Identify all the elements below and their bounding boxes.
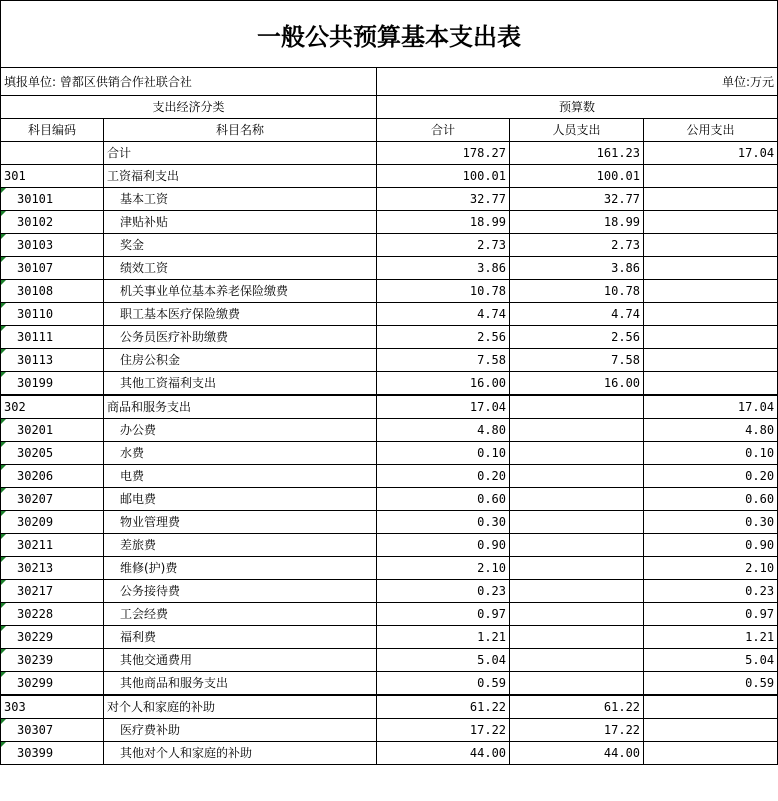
- cell-total: 0.90: [377, 534, 510, 557]
- cell-name: 职工基本医疗保险缴费: [104, 303, 377, 326]
- table-row: [1, 372, 778, 396]
- table-row: [1, 395, 778, 419]
- cell-personnel: [510, 603, 644, 626]
- cell-total: 32.77: [377, 188, 510, 211]
- cell-total: 0.59: [377, 672, 510, 696]
- table-row: [1, 257, 778, 280]
- cell-public: [644, 695, 778, 719]
- cell-total: 0.60: [377, 488, 510, 511]
- cell-name: 电费: [104, 465, 377, 488]
- cell-total: 61.22: [377, 695, 510, 719]
- reporting-unit: 填报单位: 曾都区供销合作社联合社: [1, 68, 377, 96]
- cell-public: 0.60: [644, 488, 778, 511]
- cell-code: 30110: [1, 303, 104, 326]
- cell-code: 30229: [1, 626, 104, 649]
- cell-code: 30399: [1, 742, 104, 765]
- cell-personnel: 3.86: [510, 257, 644, 280]
- cell-name: 机关事业单位基本养老保险缴费: [104, 280, 377, 303]
- cell-public: 2.10: [644, 557, 778, 580]
- cell-public: 0.59: [644, 672, 778, 696]
- cell-code: [1, 142, 104, 165]
- cell-name: 维修(护)费: [104, 557, 377, 580]
- cell-total: 5.04: [377, 649, 510, 672]
- cell-total: 0.23: [377, 580, 510, 603]
- cell-name: 对个人和家庭的补助: [104, 695, 377, 719]
- cell-personnel: 17.22: [510, 719, 644, 742]
- cell-personnel: [510, 488, 644, 511]
- cell-code: 30207: [1, 488, 104, 511]
- table-row: [1, 349, 778, 372]
- cell-code: 30113: [1, 349, 104, 372]
- cell-public: 4.80: [644, 419, 778, 442]
- cell-name: 福利费: [104, 626, 377, 649]
- cell-code: 30307: [1, 719, 104, 742]
- cell-personnel: 161.23: [510, 142, 644, 165]
- cell-public: [644, 303, 778, 326]
- cell-code: 303: [1, 695, 104, 719]
- cell-personnel: [510, 395, 644, 419]
- table-row: [1, 211, 778, 234]
- cell-personnel: 2.56: [510, 326, 644, 349]
- table-row: [1, 142, 778, 165]
- header-row-group: [1, 96, 778, 119]
- table-row: [1, 719, 778, 742]
- cell-total: 2.73: [377, 234, 510, 257]
- cell-name: 工会经费: [104, 603, 377, 626]
- cell-public: [644, 165, 778, 188]
- cell-total: 3.86: [377, 257, 510, 280]
- cell-name: 工资福利支出: [104, 165, 377, 188]
- cell-total: 10.78: [377, 280, 510, 303]
- table-row: [1, 672, 778, 696]
- cell-name: 公务员医疗补助缴费: [104, 326, 377, 349]
- cell-name: 邮电费: [104, 488, 377, 511]
- cell-code: 30217: [1, 580, 104, 603]
- cell-personnel: 100.01: [510, 165, 644, 188]
- cell-total: 0.10: [377, 442, 510, 465]
- cell-public: 0.90: [644, 534, 778, 557]
- cell-public: 0.97: [644, 603, 778, 626]
- page-title: 一般公共预算基本支出表: [0, 0, 778, 68]
- cell-total: 2.10: [377, 557, 510, 580]
- cell-total: 44.00: [377, 742, 510, 765]
- cell-public: 0.10: [644, 442, 778, 465]
- cell-code: 30209: [1, 511, 104, 534]
- cell-code: 30299: [1, 672, 104, 696]
- cell-public: [644, 372, 778, 396]
- cell-code: 30199: [1, 372, 104, 396]
- cell-code: 30239: [1, 649, 104, 672]
- table-row: [1, 326, 778, 349]
- cell-public: 0.23: [644, 580, 778, 603]
- cell-code: 30213: [1, 557, 104, 580]
- header-budget: 预算数: [377, 96, 778, 119]
- cell-personnel: 18.99: [510, 211, 644, 234]
- cell-name: 其他商品和服务支出: [104, 672, 377, 696]
- table-row: [1, 695, 778, 719]
- header-row-columns: [1, 119, 778, 142]
- cell-total: 1.21: [377, 626, 510, 649]
- cell-code: 30111: [1, 326, 104, 349]
- cell-code: 30108: [1, 280, 104, 303]
- cell-personnel: 4.74: [510, 303, 644, 326]
- cell-personnel: 44.00: [510, 742, 644, 765]
- cell-personnel: [510, 580, 644, 603]
- cell-code: 301: [1, 165, 104, 188]
- cell-total: 100.01: [377, 165, 510, 188]
- cell-personnel: [510, 465, 644, 488]
- cell-code: 30205: [1, 442, 104, 465]
- unit-of-measure: 单位:万元: [377, 68, 778, 96]
- table-row: [1, 442, 778, 465]
- table-row: [1, 488, 778, 511]
- cell-public: 17.04: [644, 142, 778, 165]
- cell-personnel: 61.22: [510, 695, 644, 719]
- cell-public: [644, 257, 778, 280]
- cell-public: 5.04: [644, 649, 778, 672]
- cell-total: 17.04: [377, 395, 510, 419]
- cell-name: 基本工资: [104, 188, 377, 211]
- cell-name: 津贴补贴: [104, 211, 377, 234]
- cell-public: [644, 349, 778, 372]
- table-row: [1, 649, 778, 672]
- cell-public: 1.21: [644, 626, 778, 649]
- cell-name: 差旅费: [104, 534, 377, 557]
- cell-code: 30211: [1, 534, 104, 557]
- table-row: [1, 165, 778, 188]
- cell-name: 绩效工资: [104, 257, 377, 280]
- cell-personnel: [510, 649, 644, 672]
- cell-name: 其他交通费用: [104, 649, 377, 672]
- table-row: [1, 626, 778, 649]
- table-row: [1, 280, 778, 303]
- cell-code: 30101: [1, 188, 104, 211]
- cell-public: [644, 742, 778, 765]
- table-row: [1, 511, 778, 534]
- cell-total: 18.99: [377, 211, 510, 234]
- cell-name: 合计: [104, 142, 377, 165]
- cell-name: 商品和服务支出: [104, 395, 377, 419]
- cell-total: 0.30: [377, 511, 510, 534]
- cell-name: 医疗费补助: [104, 719, 377, 742]
- cell-personnel: 2.73: [510, 234, 644, 257]
- header-category: 支出经济分类: [1, 96, 377, 119]
- table-row: [1, 234, 778, 257]
- table-row: [1, 465, 778, 488]
- header-personnel: 人员支出: [510, 119, 644, 142]
- unit-row: [1, 68, 778, 96]
- cell-total: 2.56: [377, 326, 510, 349]
- cell-name: 其他工资福利支出: [104, 372, 377, 396]
- table-row: [1, 580, 778, 603]
- cell-public: [644, 326, 778, 349]
- cell-code: 30103: [1, 234, 104, 257]
- cell-name: 住房公积金: [104, 349, 377, 372]
- cell-personnel: [510, 557, 644, 580]
- cell-code: 30201: [1, 419, 104, 442]
- cell-total: 17.22: [377, 719, 510, 742]
- cell-public: 0.20: [644, 465, 778, 488]
- cell-personnel: 10.78: [510, 280, 644, 303]
- cell-personnel: 7.58: [510, 349, 644, 372]
- table-row: [1, 603, 778, 626]
- cell-name: 奖金: [104, 234, 377, 257]
- cell-personnel: [510, 672, 644, 696]
- cell-personnel: 32.77: [510, 188, 644, 211]
- cell-public: 17.04: [644, 395, 778, 419]
- cell-name: 办公费: [104, 419, 377, 442]
- header-code: 科目编码: [1, 119, 104, 142]
- table-row: [1, 557, 778, 580]
- header-public: 公用支出: [644, 119, 778, 142]
- cell-total: 16.00: [377, 372, 510, 396]
- cell-code: 302: [1, 395, 104, 419]
- cell-personnel: [510, 534, 644, 557]
- cell-public: [644, 211, 778, 234]
- cell-total: 4.74: [377, 303, 510, 326]
- budget-table: [0, 67, 778, 765]
- cell-personnel: 16.00: [510, 372, 644, 396]
- cell-public: [644, 234, 778, 257]
- cell-public: [644, 280, 778, 303]
- cell-total: 178.27: [377, 142, 510, 165]
- cell-name: 其他对个人和家庭的补助: [104, 742, 377, 765]
- cell-name: 公务接待费: [104, 580, 377, 603]
- cell-total: 7.58: [377, 349, 510, 372]
- table-row: [1, 188, 778, 211]
- cell-public: [644, 188, 778, 211]
- cell-public: [644, 719, 778, 742]
- header-total: 合计: [377, 119, 510, 142]
- cell-total: 4.80: [377, 419, 510, 442]
- cell-code: 30206: [1, 465, 104, 488]
- table-row: [1, 303, 778, 326]
- cell-personnel: [510, 511, 644, 534]
- cell-name: 物业管理费: [104, 511, 377, 534]
- cell-personnel: [510, 442, 644, 465]
- cell-code: 30102: [1, 211, 104, 234]
- table-row: [1, 419, 778, 442]
- cell-personnel: [510, 419, 644, 442]
- cell-name: 水费: [104, 442, 377, 465]
- cell-code: 30107: [1, 257, 104, 280]
- cell-personnel: [510, 626, 644, 649]
- cell-code: 30228: [1, 603, 104, 626]
- table-row: [1, 534, 778, 557]
- cell-public: 0.30: [644, 511, 778, 534]
- cell-total: 0.97: [377, 603, 510, 626]
- table-row: [1, 742, 778, 765]
- cell-total: 0.20: [377, 465, 510, 488]
- header-name: 科目名称: [104, 119, 377, 142]
